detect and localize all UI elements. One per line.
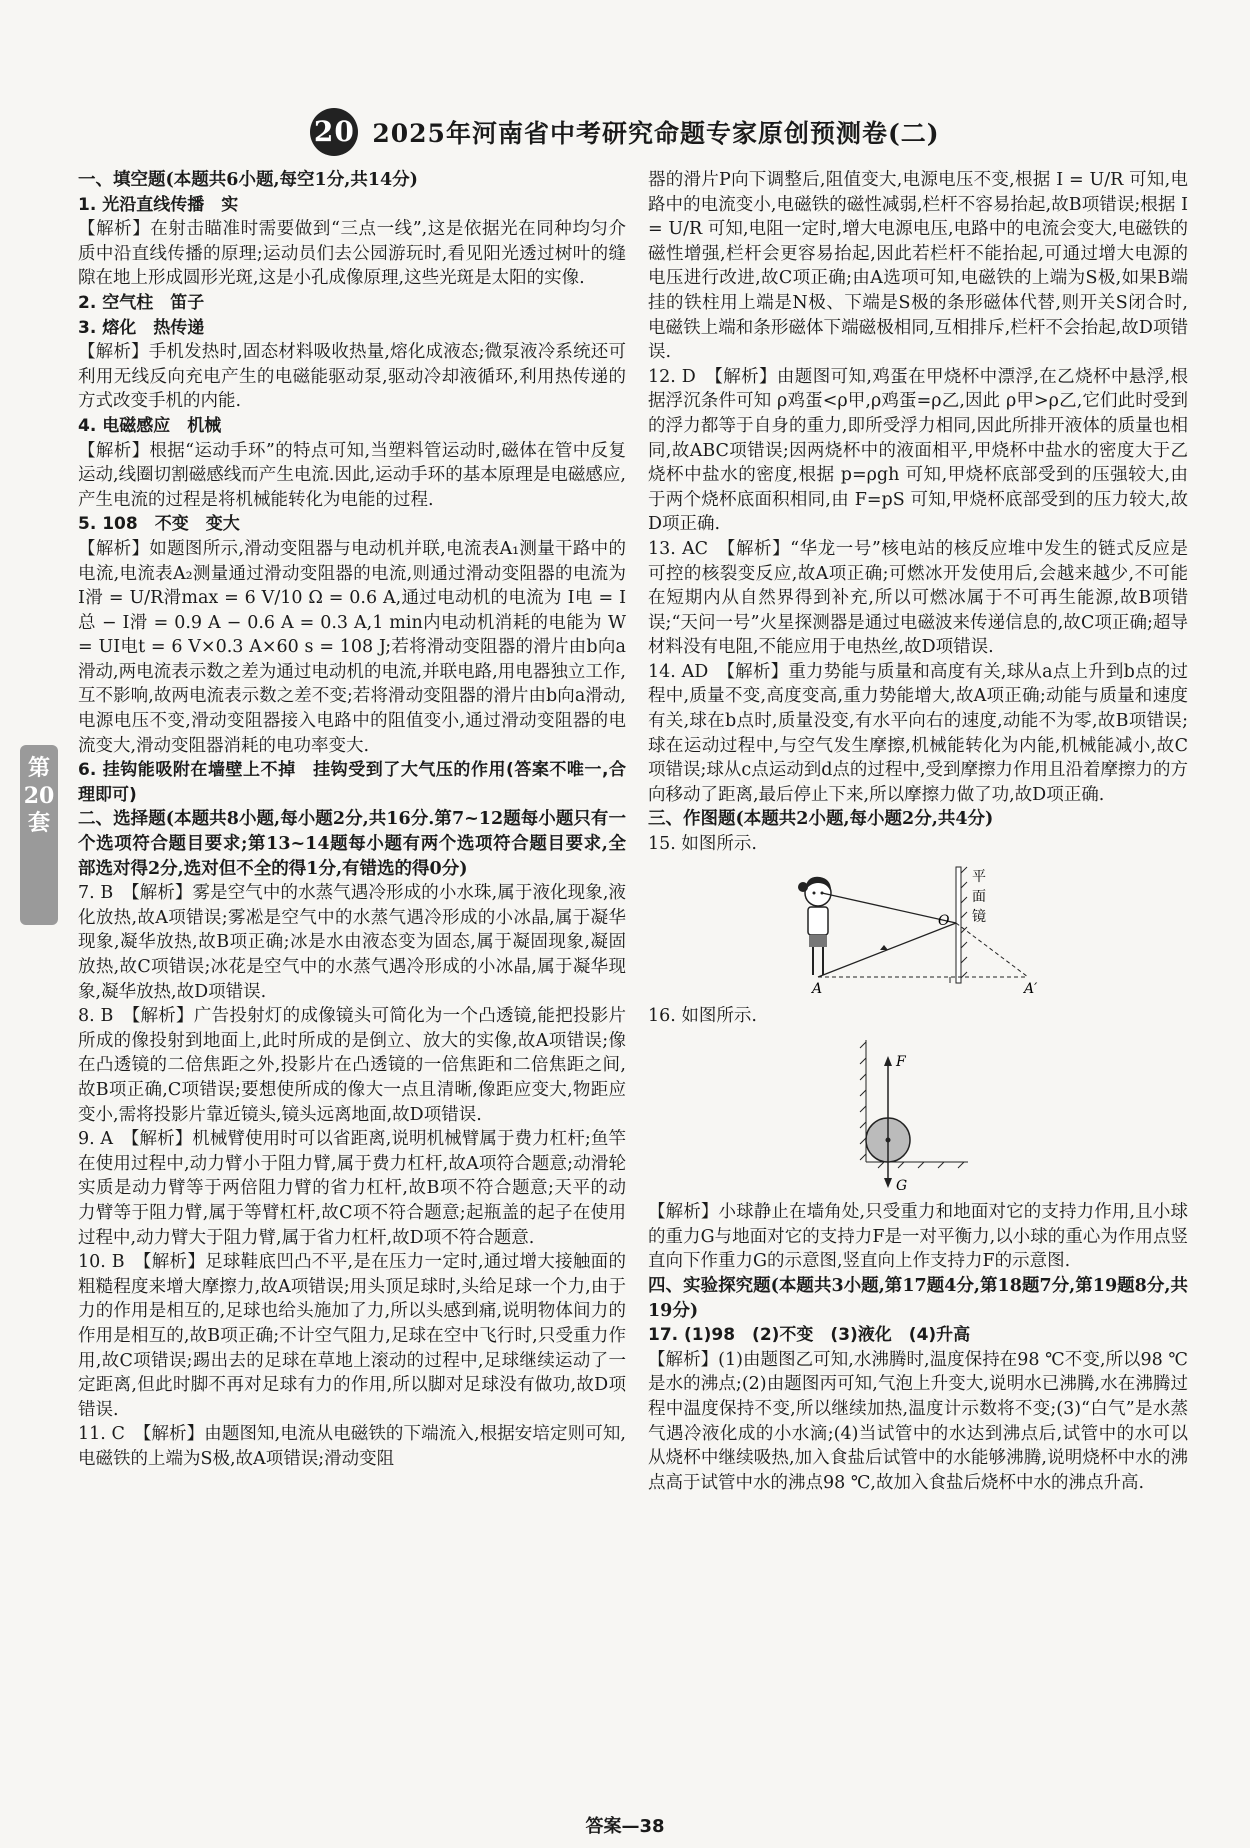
paragraph: 【解析】(1)由题图乙可知,水沸腾时,温度保持在98 ℃不变,所以98 ℃是水的沸点;(2)由题图丙可知,气泡上升变大,说明水已沸腾,水在沸腾过程中温度保持不变,所以继续加热,温度计示数将不变;(3)“白气”是水蒸气遇冷液化成的小水滴;(4)当试管中的水达到沸点后,试管中的水可以从烧杯中继续吸热,加入食盐后试管中的水能够沸腾,说明烧杯中水的沸点高于试管中水的沸点98 ℃,故加入食盐后烧杯中水的沸点升高. [648,1349,1188,1493]
section-heading: 三、作图题(本题共2小题,每小题2分,共4分) [648,809,994,830]
paragraph: 7. B 【解析】雾是空气中的水蒸气遇冷形成的小水珠,属于液化现象,液化放热,故A项错误;雾凇是空气中的水蒸气遇冷形成的小冰晶,属于凝华现象,凝华放热,故B项正确;冰是水由液态变为固态,属于凝固现象,凝固放热,故C项错误;冰花是空气中的水蒸气遇冷形成的小冰晶,属于凝华现象,凝华放热,故D项错误. [78,883,626,1002]
side-tab: 第20套 [20,745,58,925]
paragraph: 10. B 【解析】足球鞋底凹凸不平,是在压力一定时,通过增大接触面的粗糙程度来增大摩擦力,故A项错误;用头顶足球时,头给足球一个力,由于力的作用是相互的,足球也给头施加了力,所以头感到痛,说明物体间力的作用是相互的,故B项正确;不计空气阻力,足球在空中飞行时,只受重力作用,故C项错误;踢出去的足球在草地上滚动的过程中,足球继续运动了一定距离,但此时脚不再对足球有力的作用,所以脚对足球没有做功,故D项错误. [78,1252,626,1420]
paragraph: 9. A 【解析】机械臂使用时可以省距离,说明机械臂属于费力杠杆;鱼竿在使用过程中,动力臂小于阻力臂,属于费力杠杆,故A项符合题意;动滑轮实质是动力臂等于两倍阻力臂的省力杠杆,故B项不符合题意;天平的动力臂等于阻力臂,属于等臂杠杆,故C项不符合题意;起瓶盖的起子在使用过程中,动力臂大于阻力臂,属于省力杠杆,故D项不符合题意. [78,1129,626,1248]
answer-line: 5. 108 不变 变大 [78,514,240,535]
page-title [0,108,1250,156]
force-F-label: F [896,1054,906,1071]
paragraph: 【解析】手机发热时,固态材料吸收热量,熔化成液态;微泵液冷系统还可利用无线反向充电产生的电磁能驱动泵,驱动冷却液循环,利用热传递的方式改变手机的内能. [78,342,626,412]
answer-line: 1. 光沿直线传播 实 [78,194,239,215]
svg-text:镜: 镜 [972,908,986,925]
point-A-label: A [812,980,823,997]
answer-line: 17. (1)98 (2)不变 (3)液化 (4)升高 [648,1325,971,1346]
paragraph: 11. C 【解析】由题图知,电流从电磁铁的下端流入,根据安培定则可知,电磁铁的上端为S极,故A项错误;滑动变阻 [78,1424,626,1469]
figure-15 [788,863,1048,998]
paragraph: 12. D 【解析】由题图可知,鸡蛋在甲烧杯中漂浮,在乙烧杯中悬浮,根据浮沉条件可知 ρ鸡蛋<ρ甲,ρ鸡蛋=ρ乙,因此 ρ甲>ρ乙,它们此时受到的浮力都等于自身的重力,即所受浮力相同,因此所排开液体的质量也相同,故ABC项错误;因两烧杯中的液面相平,甲烧杯中盐水的密度大于乙烧杯中盐水的密度,根据 p=ρgh 可知,甲烧杯底部受到的压强较大,由于两个烧杯底面积相同,由 F=pS 可知,甲烧杯底部受到的压力较大,故D项正确. [648,366,1188,535]
paragraph: 【解析】根据“运动手环”的特点可知,当塑料管运动时,磁体在管中反复运动,线圈切割磁感线而产生电流.因此,运动手环的基本原理是电磁感应,产生电流的过程是将机械能转化为电能的过程. [78,440,626,510]
right-mid-text [648,1004,1188,1029]
paragraph: 【解析】如题图所示,滑动变阻器与电动机并联,电流表A₁测量干路中的电流,电流表A₂测量通过滑动变阻器的电流,则通过滑动变阻器的电流为 I滑 = U/R滑max = 6 V/10 Ω = 0.6 A,通过电动机的电流为 I电 = I总 − I滑 = 0.9 A − 0.6 A = 0.3 A,1 min内电动机消耗的电能为 W = UI电t = 6 V×0.3 A×60 s = 108 J;若将滑动变阻器的滑片由b向a滑动,两电流表示数之差为通过电动机的电流,并联电路,用电器独立工作,互不影响,故两电流表示数之差不变;若将滑动变阻器的滑片由b向a滑动,电源电压不变,滑动变阻器接入电路中的阻值变小,通过滑动变阻器的电流变大,滑动变阻器消耗的电功率变大. [78,538,626,756]
left-column [78,168,626,1471]
section-heading: 一、填空题(本题共6小题,每空1分,共14分) [78,170,418,190]
page-footer: 答案—38 [585,1816,665,1837]
set-number-badge: 20 [310,108,358,156]
paragraph: 15. 如图所示. [648,834,757,855]
answer-line: 6. 挂钩能吸附在墙壁上不掉 挂钩受到了大气压的作用(答案不唯一,合理即可) [78,760,626,805]
paragraph: 8. B 【解析】广告投射灯的成像镜头可简化为一个凸透镜,能把投影片所成的像投射到地面上,此时所成的是倒立、放大的实像,故A项错误;像在凸透镜的二倍焦距之外,投影片在凸透镜的一倍焦距和二倍焦距之间,故B项正确,C项错误;要想使所成的像大一点且清晰,像距应变大,物距应变小,需将投影片靠近镜头,镜头远离地面,故D项错误. [78,1006,626,1125]
force-G-label: G [896,1178,908,1195]
paragraph: 14. AD 【解析】重力势能与质量和高度有关,球从a点上升到b点的过程中,质量不变,高度变高,重力势能增大,故A项正确;动能与质量和速度有关,球在b点时,质量没变,有水平向右的速度,动能不为零,故B项错误;球在运动过程中,与空气发生摩擦,机械能转化为内能,机械能减小,故C项错误;球从c点运动到d点的过程中,受到摩擦力作用且沿着摩擦力的方向移动了距离,最后停止下来,所以摩擦力做了功,故D项正确. [648,661,1188,805]
answer-line: 2. 空气柱 笛子 [78,292,205,313]
paragraph: 16. 如图所示. [648,1005,757,1026]
answer-line: 4. 电磁感应 机械 [78,415,222,436]
answer-line: 3. 熔化 热传递 [78,317,205,338]
section-heading: 四、实验探究题(本题共3小题,第17题4分,第18题7分,第19题8分,共19分) [648,1276,1188,1321]
right-bottom-text [648,1200,1188,1495]
right-top-text [648,168,1188,857]
paragraph: 器的滑片P向下调整后,阻值变大,电源电压不变,根据 I = U/R 可知,电路中的电流变小,电磁铁的磁性减弱,栏杆不容易抬起,故B项错误;根据 I = U/R 可知,电阻一定时,增大电源电压,电路中的电流会变大,电磁铁的磁性增强,栏杆会更容易抬起,因此若栏杆不能抬起,可通过增大电源的电压进行改进,故C项正确;由A选项可知,电磁铁的上端为S极,如果B端挂的铁柱用上端是N极、下端是S极的条形磁体代替,则开关S闭合时,电磁铁上端和条形磁体下端磁极相同,互相排斥,栏杆不会抬起,故D项错误. [648,170,1188,363]
figure-16 [858,1034,978,1194]
svg-text:面: 面 [972,888,986,905]
point-O-label: O [938,912,950,929]
paragraph: 【解析】小球静止在墙角处,只受重力和地面对它的支持力作用,且小球的重力G与地面对它的支持力F是一对平衡力,以小球的重心为作用点竖直向下作重力G的示意图,竖直向上作支持力F的示意图. [648,1202,1188,1272]
girl-figure [798,876,831,974]
point-A-prime-label: A′ [1024,980,1038,997]
right-column [648,168,1188,1495]
paragraph: 【解析】在射击瞄准时需要做到“三点一线”,这是依据光在同种均匀介质中沿直线传播的原理;运动员们去公园游玩时,看见阳光透过树叶的缝隙在地上形成圆形光斑,这是小孔成像原理,这些光斑是太阳的实像. [78,219,626,289]
paragraph: 13. AC 【解析】“华龙一号”核电站的核反应堆中发生的链式反应是可控的核裂变反应,故A项正确;可燃冰开发使用后,会越来越少,不可能在短期内从自然界得到补充,所以可燃冰属于不可再生能源,故B项错误;“天问一号”火星探测器是通过电磁波来传递信息的,故C项正确;超导材料没有电阻,不能应用于电热丝,故D项错误. [648,538,1188,658]
title-text: 2025年河南省中考研究命题专家原创预测卷(二) [372,119,940,148]
section-heading: 二、选择题(本题共8小题,每小题2分,共16分.第7~12题每小题只有一个选项符合题目要求;第13~14题每小题有两个选项符合题目要求,全部选对得2分,选对但不全的得1分,有错选的得0分) [78,809,626,879]
mirror-label: 平 [972,868,986,885]
